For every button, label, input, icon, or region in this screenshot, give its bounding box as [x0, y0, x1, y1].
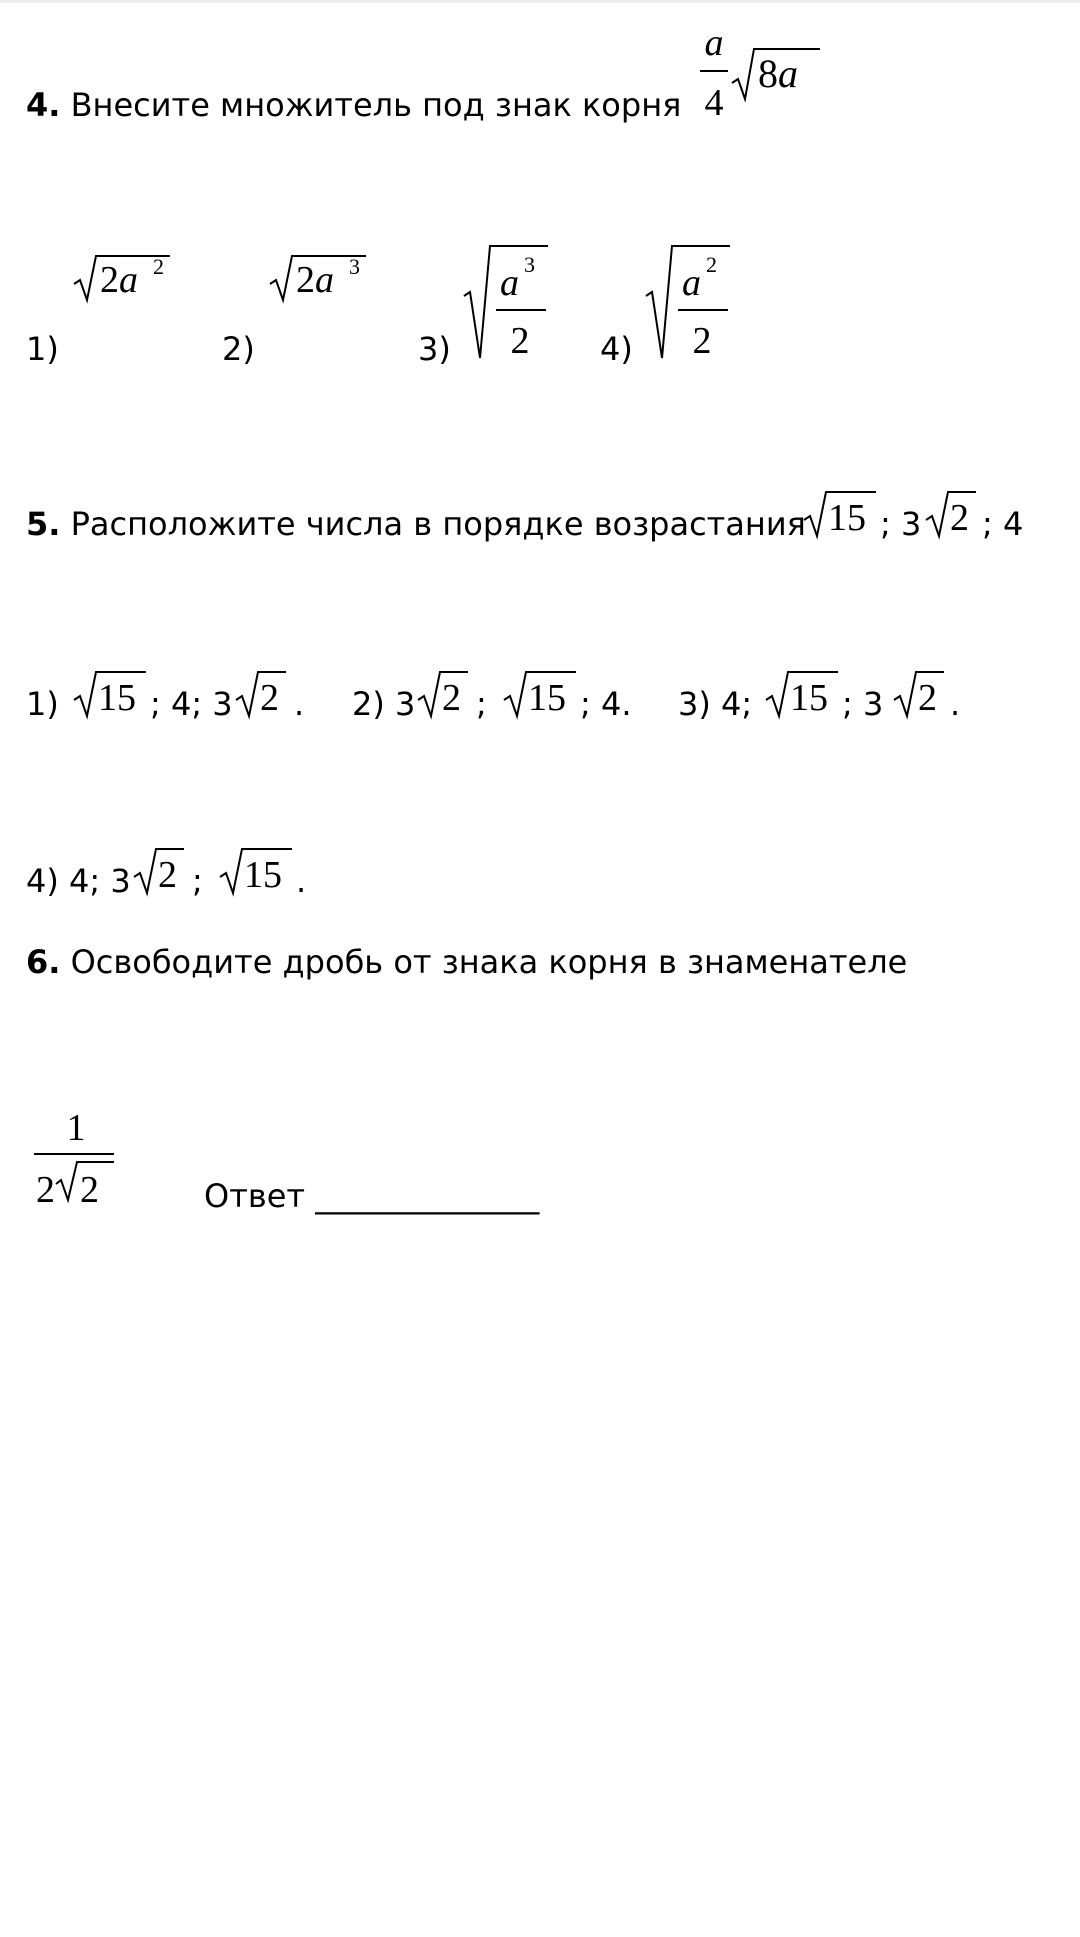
- q4-option-3-exp: 3: [524, 252, 535, 277]
- q5-option-1-label: 1): [26, 685, 59, 723]
- q5-option-3-sqrt15: [762, 668, 840, 728]
- q6-answer-label: Ответ: [204, 1177, 306, 1215]
- q4-option-3-den: 2: [510, 320, 530, 362]
- q5-sqrt15: [800, 488, 878, 548]
- q6-text: Освободите дробь от знака корня в знаменателе: [70, 943, 908, 981]
- q4-text: Внесите множитель под знак корня: [70, 86, 682, 124]
- q6-answer-line[interactable]: ______________: [315, 1177, 540, 1215]
- q4-radicand: 8a: [758, 51, 798, 96]
- q5-option-2-sqrt2: [414, 668, 472, 728]
- q6-prompt: [26, 943, 907, 981]
- q5-option-3-mid: ; 3: [842, 685, 884, 723]
- q4-option-1-label: 1): [26, 330, 59, 368]
- svg-text:2: 2: [158, 854, 177, 896]
- q4-option-1-exp: 2: [153, 254, 164, 279]
- svg-text:2: 2: [260, 677, 279, 719]
- svg-text:2: 2: [442, 677, 461, 719]
- q6-frac-den-rad: 2: [80, 1169, 99, 1211]
- q5-option-4-sqrt2: [130, 845, 188, 905]
- q4-option-3-num: a: [500, 262, 519, 304]
- q4-option-2-base: 2a: [296, 259, 334, 301]
- q4-option-4-label: 4): [600, 330, 633, 368]
- q4-option-1-expr: [70, 250, 180, 310]
- q4-expression: [690, 25, 830, 130]
- q4-coef-den: 4: [704, 82, 724, 124]
- q5-sep-1: ; 3: [880, 505, 922, 543]
- q4-option-3-expr: [460, 240, 560, 370]
- q4-prompt: [26, 86, 681, 124]
- q5-option-3-label: 3) 4;: [678, 685, 753, 723]
- q4-option-4-expr: [642, 240, 742, 370]
- svg-text:15: 15: [244, 854, 282, 896]
- q6-frac-den-coef: 2: [36, 1169, 55, 1211]
- q6-number: 6.: [26, 943, 61, 981]
- q6-frac-num: 1: [66, 1107, 86, 1149]
- top-divider: [0, 0, 1080, 3]
- q5-option-4-mid: ;: [192, 862, 203, 900]
- q5-option-3-sqrt2: [890, 668, 948, 728]
- svg-text:15: 15: [828, 497, 866, 539]
- svg-text:15: 15: [98, 677, 136, 719]
- q5-option-3-end: .: [950, 685, 961, 723]
- q4-option-1-base: 2a: [100, 259, 138, 301]
- q5-prompt: [26, 505, 806, 543]
- q5-option-4-end: .: [296, 862, 307, 900]
- q4-option-4-den: 2: [692, 320, 712, 362]
- q5-option-1-sqrt2: [232, 668, 290, 728]
- q4-option-2-exp: 3: [349, 254, 360, 279]
- q5-text: Расположите числа в порядке возрастания: [70, 505, 806, 543]
- svg-text:15: 15: [790, 677, 828, 719]
- q5-sqrt2: [922, 488, 980, 548]
- q5-option-2-sqrt15: [500, 668, 578, 728]
- q4-coef-num: a: [704, 25, 724, 64]
- q5-option-2-label: 2) 3: [352, 685, 416, 723]
- q4-option-3-label: 3): [418, 330, 451, 368]
- q5-option-1-end: .: [294, 685, 305, 723]
- q4-option-2-label: 2): [222, 330, 255, 368]
- svg-text:2: 2: [918, 677, 937, 719]
- svg-text:15: 15: [528, 677, 566, 719]
- q4-option-4-num: a: [682, 262, 701, 304]
- svg-text:2: 2: [950, 497, 969, 539]
- q5-option-1-mid: ; 4; 3: [150, 685, 233, 723]
- q5-option-2-mid: ;: [476, 685, 487, 723]
- q5-option-4-label: 4) 4; 3: [26, 862, 131, 900]
- q4-option-4-exp: 2: [706, 252, 717, 277]
- q5-number: 5.: [26, 505, 61, 543]
- q5-option-1-sqrt15: [70, 668, 148, 728]
- q6-fraction: [26, 1100, 126, 1215]
- q5-sep-2: ; 4: [982, 505, 1024, 543]
- q5-option-2-end: ; 4.: [580, 685, 632, 723]
- q4-number: 4.: [26, 86, 61, 124]
- q5-option-4-sqrt15: [216, 845, 294, 905]
- q4-option-2-expr: [266, 250, 376, 310]
- q6-answer: [204, 1177, 539, 1215]
